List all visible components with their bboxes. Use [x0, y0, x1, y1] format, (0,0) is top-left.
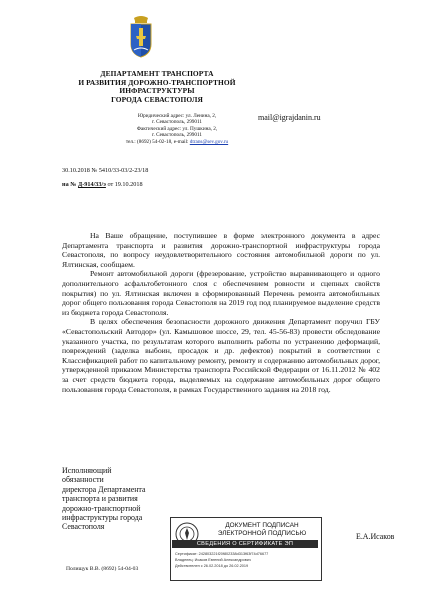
stamp-details	[175, 551, 317, 569]
recipient-email: mail@igrajdanin.ru	[258, 113, 321, 122]
incoming-reference	[62, 181, 143, 188]
signer-position-line: Севастополя	[62, 522, 105, 532]
legal-address-line: Юридический адрес: ул. Ленина, 2,	[137, 113, 217, 119]
contact-line	[92, 139, 262, 145]
outgoing-reference: 30.10.2018 № 5410/33-03/2-23/18	[62, 167, 149, 174]
electronic-signature-stamp	[170, 517, 322, 581]
sevastopol-coat-of-arms-icon	[128, 14, 154, 58]
stamp-detail-line: Сертификат: 242803221f20f802338d313f63f74d76677	[175, 552, 269, 556]
department-address-block	[92, 113, 262, 145]
stamp-title-line: ЭЛЕКТРОННОЙ ПОДПИСЬЮ	[217, 530, 307, 537]
department-line: ИНФРАСТРУКТУРЫ	[119, 86, 195, 96]
signer-name: Е.А.Исаков	[356, 532, 395, 541]
body-paragraph: Ремонт автомобильной дороги (фрезерование, устройство выравнивающего и одного дополнительного асфальтобетонного слоя с обеспечением ровности и сцепных свойств покрытия) по ул. Ялтинская включен в сформированный Перечень ремонта автомобильных дорог общего пользования города Севастополя на 2019 год под планируемое выделение средств из бюджета города Севастополя.	[62, 269, 380, 317]
department-line: ДЕПАРТАМЕНТ ТРАНСПОРТА	[100, 69, 214, 78]
signer-position	[62, 466, 182, 532]
body-paragraph: На Ваше обращение, поступившее в форме электронного документа в адрес Департамента транспорта и развития дорожно-транспортной инфраструктуры города Севастополя, по вопросу неудовлетворительного состояния автомобильной дороги по ул. Ялтинская, сообщаем.	[62, 231, 380, 269]
stamp-detail-line: Владелец: Исаков Евгений Александрович	[175, 558, 251, 562]
body-paragraph: В целях обеспечения безопасности дорожного движения Департамент поручил ГБУ «Севастопольский Автодор» (ул. Камышовое шоссе, 29, тел. 45-56-83) провести обследование указанного участка, по результатам которого выполнить работы по устранению деформаций, повреждений (заделка выбоин, просадок и др. дефектов) покрытий в соответствии с Классификацией работ по капитальному ремонту, ремонту и содержанию автомобильных дорог, утвержденной приказом Министерства транспорта Российской Федерации от 16.11.2012 № 402 за счет средств бюджета города, выделяемых на содержание автомобильных дорог общего пользования города Севастополя, в рамках Государственного задания на 2018 год.	[62, 317, 380, 394]
signer-position-line: директора Департамента	[62, 484, 146, 494]
stamp-title-line: ДОКУМЕНТ ПОДПИСАН	[225, 522, 299, 529]
signer-position-line: транспорта и развития	[62, 494, 138, 504]
actual-address-line: г. Севастополь, 299011	[152, 132, 202, 139]
incoming-number: Д-914/33/э	[77, 181, 106, 188]
department-line: ГОРОДА СЕВАСТОПОЛЯ	[111, 94, 203, 104]
signer-position-line: обязанности	[62, 475, 104, 485]
actual-address-line: Фактический адрес: ул. Пушкина, 2,	[136, 125, 218, 132]
department-header	[58, 70, 256, 104]
department-line: И РАЗВИТИЯ ДОРОЖНО-ТРАНСПОРТНОЙ	[78, 77, 236, 87]
executor-line: Полищук В.В. (8692) 54-04-03	[66, 566, 139, 572]
stamp-detail-line: Действителен с 26.02.2018 до 26.02.2019	[175, 564, 249, 568]
incoming-label: на №	[62, 181, 77, 188]
department-email-link[interactable]: dtrans@sev.gov.ru	[189, 138, 229, 145]
signer-position-line: инфраструктуры города	[62, 513, 143, 523]
letter-body	[62, 231, 380, 394]
signer-position-line: дорожно-транспортной	[62, 503, 141, 513]
stamp-certificate-bar: СВЕДЕНИЯ О СЕРТИФИКАТЕ ЭП	[172, 540, 318, 548]
legal-address-line: г. Севастополь, 299011	[152, 119, 202, 126]
signer-position-line: Исполняющий	[62, 466, 112, 475]
phone-text: тел.: (8692) 54-02-18, e-mail:	[125, 138, 189, 145]
incoming-date: от 19.10.2018	[107, 181, 143, 188]
